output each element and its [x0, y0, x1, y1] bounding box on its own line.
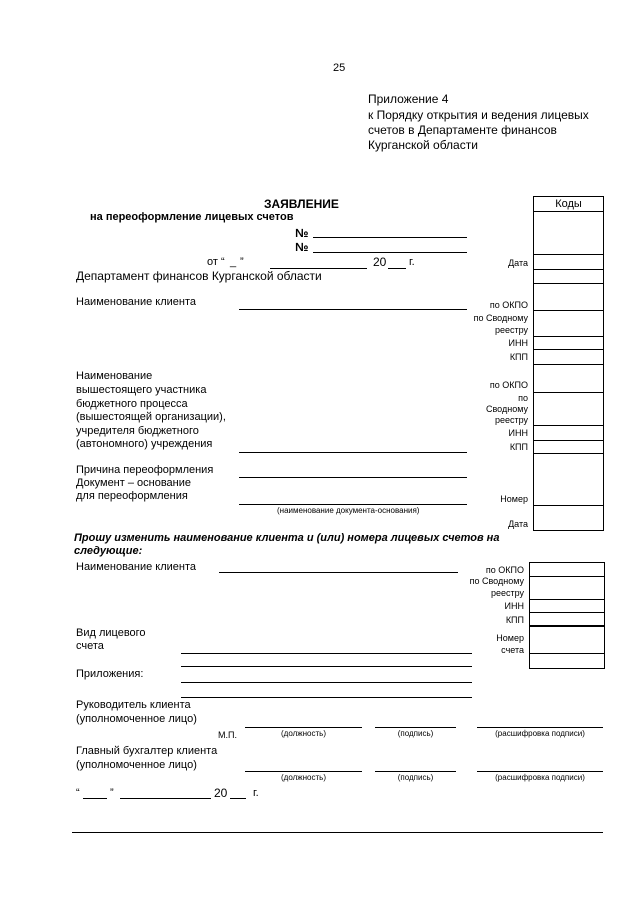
head-decoding-caption: (расшифровка подписи)	[495, 729, 585, 738]
codes-divider	[533, 310, 604, 311]
accountant-label-1: Главный бухгалтер клиента	[76, 745, 218, 757]
accountant-signature-line[interactable]	[375, 771, 456, 772]
head-signature-line[interactable]	[375, 727, 456, 728]
bottom-date-year: 20	[214, 786, 228, 800]
label-svod2-2: Сводному	[485, 404, 528, 414]
doc-basis-label-1: Документ – основание	[76, 477, 192, 489]
attachments-label: Приложения:	[76, 668, 144, 680]
request-line-2: следующие:	[74, 545, 143, 557]
attachments-line-2[interactable]	[181, 697, 472, 698]
accountant-position-line[interactable]	[245, 771, 362, 772]
number-line-1[interactable]	[313, 237, 467, 238]
doc-basis-label-2: для переоформления	[76, 490, 188, 502]
codes-header: Коды	[555, 198, 582, 210]
label-kpp-2: КПП	[509, 442, 528, 452]
account-type-label-2: счета	[76, 640, 104, 652]
new-codes-divider	[529, 599, 605, 600]
label-inn: ИНН	[508, 338, 528, 348]
date-prefix: от “	[207, 256, 225, 268]
label-inn-2: ИНН	[508, 428, 528, 438]
date-quote-close: ”	[240, 256, 244, 268]
number-sign-2: №	[295, 240, 309, 254]
appendix-line-3: счетов в Департаменте финансов	[368, 123, 557, 137]
label-date-2: Дата	[508, 519, 528, 529]
label-svod-2: реестру	[494, 325, 528, 335]
label-okpo-2: по ОКПО	[489, 380, 528, 390]
accountant-decoding-caption: (расшифровка подписи)	[495, 773, 585, 782]
codes-divider	[533, 211, 604, 212]
parent-label-3: бюджетного процесса	[76, 398, 188, 410]
client-name-label: Наименование клиента	[76, 296, 197, 308]
account-type-label-1: Вид лицевого	[76, 627, 146, 639]
head-label-1: Руководитель клиента	[76, 699, 191, 711]
doc-basis-caption: (наименование документа-основания)	[277, 506, 420, 515]
codes-divider	[533, 392, 604, 393]
accountant-label-2: (уполномоченное лицо)	[76, 759, 197, 771]
account-type-line-1[interactable]	[181, 653, 472, 654]
parent-line[interactable]	[239, 452, 467, 453]
new-codes-divider	[529, 612, 605, 613]
accountant-decoding-line[interactable]	[477, 771, 603, 772]
new-label-svod-2: реестру	[490, 588, 524, 598]
appendix-line-1: Приложение 4	[368, 92, 449, 106]
parent-label-6: (автономного) учреждения	[76, 438, 213, 450]
parent-label-1: Наименование	[76, 370, 153, 382]
new-label-okpo: по ОКПО	[485, 565, 524, 575]
new-client-name-line[interactable]	[219, 572, 458, 573]
head-signature-caption: (подпись)	[397, 729, 434, 738]
account-number-label-1: Номер	[496, 633, 524, 643]
new-client-name-label: Наименование клиента	[76, 561, 197, 573]
footer-rule	[72, 832, 603, 833]
reason-line[interactable]	[239, 477, 467, 478]
codes-divider	[533, 349, 604, 350]
appendix-line-2: к Порядку открытия и ведения лицевых	[368, 108, 589, 122]
codes-divider	[533, 425, 604, 426]
head-label-2: (уполномоченное лицо)	[76, 713, 197, 725]
parent-label-5: учредителя бюджетного	[76, 425, 199, 437]
head-position-line[interactable]	[245, 727, 362, 728]
new-label-kpp: КПП	[505, 615, 524, 625]
codes-divider	[533, 269, 604, 270]
codes-divider	[533, 453, 604, 454]
account-number-divider	[529, 653, 605, 654]
bottom-date-day-line[interactable]	[83, 798, 107, 799]
codes-divider	[533, 283, 604, 284]
doc-basis-line[interactable]	[239, 504, 467, 505]
label-nomer: Номер	[500, 494, 528, 504]
appendix-line-4: Курганской области	[368, 138, 478, 152]
bottom-date-g: г.	[253, 787, 259, 799]
bottom-date-month-line[interactable]	[120, 798, 211, 799]
client-name-line[interactable]	[239, 309, 467, 310]
date-year-line[interactable]	[388, 268, 406, 269]
form-title: ЗАЯВЛЕНИЕ	[264, 197, 339, 211]
account-type-line-2[interactable]	[181, 666, 472, 667]
accountant-position-caption: (должность)	[281, 773, 326, 782]
bottom-date-close: ”	[110, 787, 114, 799]
codes-divider	[533, 440, 604, 441]
label-svod2-3: реестру	[494, 415, 528, 425]
bottom-date-open: “	[76, 787, 80, 799]
stamp-place: М.П.	[218, 730, 237, 740]
new-codes-divider	[529, 576, 605, 577]
codes-divider	[533, 254, 604, 255]
codes-divider	[533, 336, 604, 337]
parent-label-4: (вышестоящей организации),	[76, 411, 226, 423]
accountant-signature-caption: (подпись)	[397, 773, 434, 782]
head-decoding-line[interactable]	[477, 727, 603, 728]
date-day-blank: _	[230, 256, 237, 268]
account-number-label-2: счета	[501, 645, 524, 655]
bottom-date-year-line[interactable]	[230, 798, 246, 799]
label-okpo: по ОКПО	[489, 300, 528, 310]
page-number: 25	[333, 62, 346, 74]
new-codes-box	[529, 562, 605, 626]
new-label-inn: ИНН	[504, 601, 524, 611]
request-line-1: Прошу изменить наименование клиента и (или) номера лицевых счетов на	[74, 532, 500, 544]
parent-label-2: вышестоящего участника	[76, 384, 207, 396]
label-date: Дата	[508, 258, 528, 268]
number-line-2[interactable]	[313, 252, 467, 253]
codes-divider	[533, 505, 604, 506]
label-svod2-1: по	[518, 393, 528, 403]
account-number-box	[529, 626, 605, 669]
date-year-suffix: г.	[409, 256, 415, 268]
department-name: Департамент финансов Курганской области	[76, 269, 322, 283]
head-position-caption: (должность)	[281, 729, 326, 738]
new-label-svod-1: по Сводному	[469, 576, 524, 586]
number-sign-1: №	[295, 226, 309, 240]
form-subtitle: на переоформление лицевых счетов	[90, 211, 294, 223]
attachments-line-1[interactable]	[181, 682, 472, 683]
date-year-prefix: 20	[373, 255, 387, 269]
label-kpp: КПП	[509, 352, 528, 362]
label-svod-1: по Сводному	[473, 313, 528, 323]
codes-divider	[533, 364, 604, 365]
reason-label: Причина переоформления	[76, 464, 214, 476]
